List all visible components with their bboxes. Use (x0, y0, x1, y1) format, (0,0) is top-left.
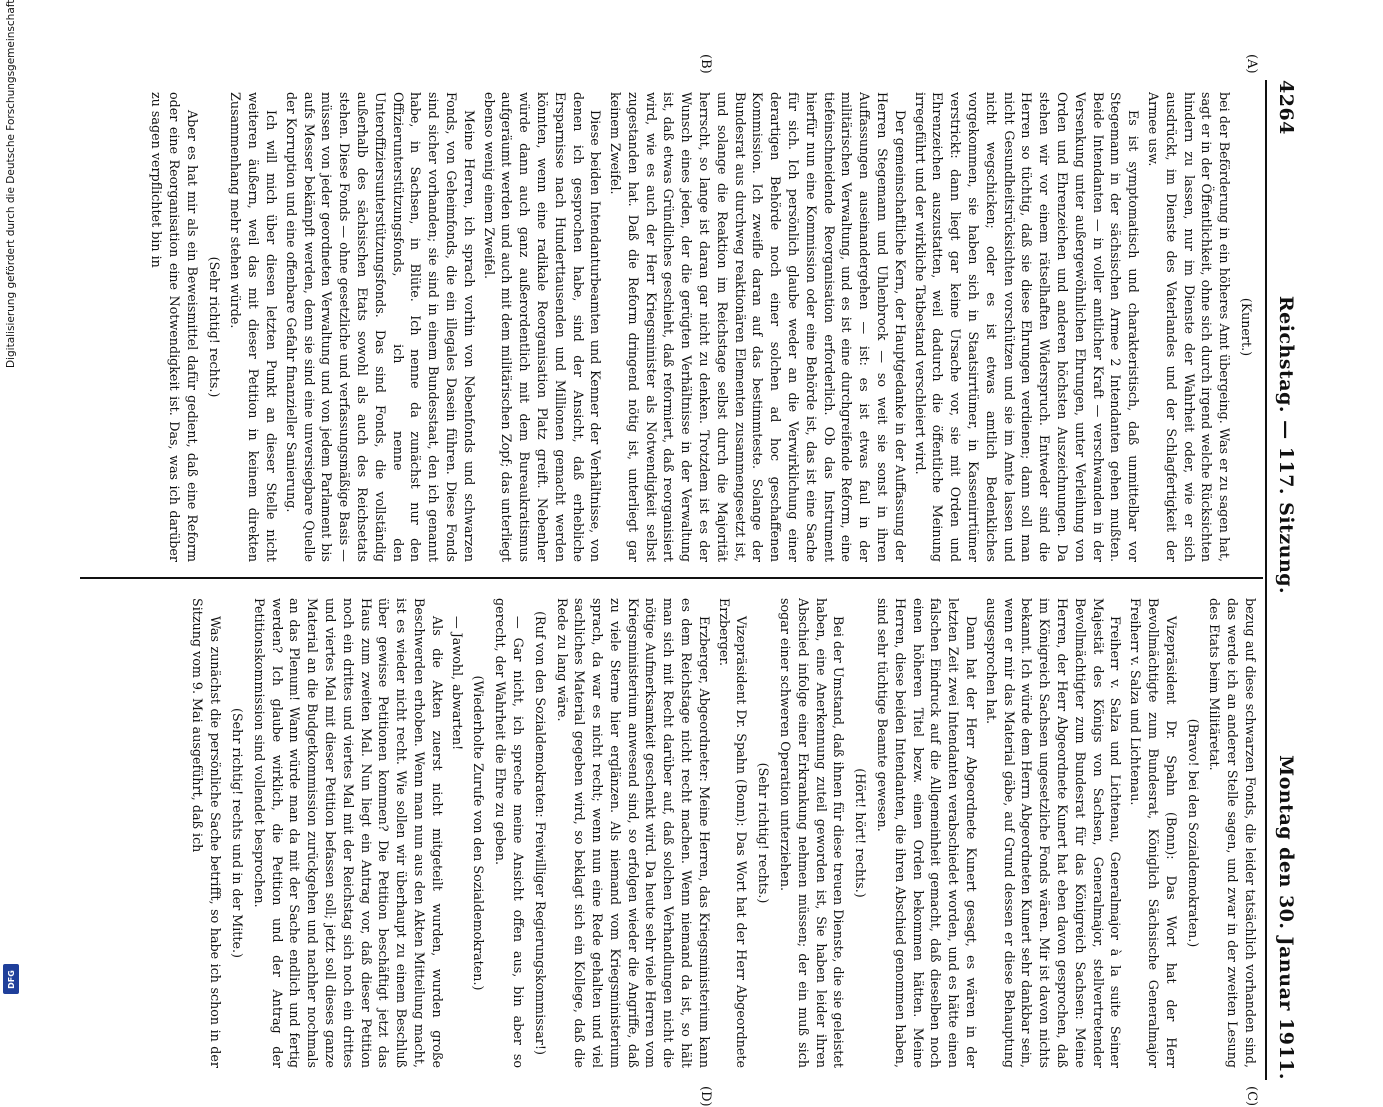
paragraph: Meine Herren, ich sprach vorhin von Nebenfonds und schwarzen Fonds, von Geheimfonds, die ein illegales Dasein führen. Diese Fonds sind sicher vorhanden; sie sind in einem Bundesstaat, den ich genannt habe, in Sachsen, in Blüte. Ich nenne da zunächst nur den Offizierunterstützungsfonds, ich nenne den Unteroffiziersunterstützungsfonds. Das sind Fonds, die vollständig außerhalb des sächsischen Etats sowohl als auch des Reichsetats stehen. Diese Fonds — ohne gesetzliche und verfassungsmäßige Basis — müssen von jeder geordneten Verwaltung und von jedem Parlament bis aufs Messer bekämpft werden, denn sie sind eine unversiegbare Quelle der Korruption und eine offenbare Gefahr finanzieller Sanierung. (283, 92, 477, 562)
paragraph: — Gar nicht, ich spreche meine Ansicht offen aus, bin aber so gerecht, der Wahrheit die Ehre zu geben. (493, 598, 526, 1068)
reaction-note: (Hört! hört! rechts.) (853, 768, 869, 898)
reaction-note: (Sehr richtig! rechts und in der Mitte.) (229, 708, 245, 958)
paragraph: Was zunächst die persönliche Sache betrifft, so habe ich schon in der Sitzung vom 9. Mai ausgeführt, daß ich (190, 598, 224, 1068)
scanned-page (60, 54, 1303, 1107)
speaker-paragraph: Vizepräsident Dr. Spahn (Bonn): Das Wort hat der Herr Bevollmächtigte zum Bundesrat, Königlich Sächsische Generalmajor Freiherr v. Salza und Lichtenau. (1128, 598, 1179, 1068)
session-date: Montag den 30. Januar 1911. (1275, 755, 1297, 1080)
header-rule (1265, 80, 1267, 1080)
paragraph: Ich will mich über diesen letzten Punkt an dieser Stelle nicht weiteren äußern, weil das mit dieser Petition in keinem direkten Zusammenhang mehr stehen würde. (228, 92, 279, 562)
paragraph: Bei der Umstand, daß ihnen für diese treuen Dienste, die sie geleistet haben, eine Anerkennung zuteil geworden ist, Sie haben leider ihren Abschied infolge einer Erkrankung nehmen müssen; der ein muß sich sogar einer schweren Operation unterziehen. (778, 598, 847, 1068)
reaction-note: (Wiederholte Zurufe von den Sozialdemokraten.) (471, 675, 487, 991)
reaction-note: (Ruf von den Sozialdemokraten: Freiwilliger Regierungskommissar!) (532, 611, 548, 1055)
paragraph: Es ist symptomatisch und charakteristisch, daß unmittelbar vor Stegemann in der sächsischen Armee 2 Intendanten gehen mußten. Beide Intendanten — in voller amtlicher Kraft — verschwanden in der Versenkung unter außergewöhnlichen Ehrungen, unter Verleihung von Orden und Ehrenzeichen und anderen höchsten Auszeichnungen. Da stehen wir vor einem rätselhaften Widerspruch. Entweder sind die Herren so tüchtig, daß sie diese Ehrungen verdienen; dann soll man nicht Gesundheitsrücksichten vorschützen und sie im Amte lassen und nicht wegschicken; oder es ist etwas amtlich Bedenkliches vorgekommen, sie haben sich in Staatsirrtümer, in Kassenirrtümer verstrickt: dann liegt gar keine Ursache vor, sie mit Orden und Ehrenzeichen auszustatten, weil dadurch die öffentliche Meinung irregeführt und der wirkliche Tatbestand verschleiert wird. (912, 92, 1142, 562)
column-divider (80, 577, 1263, 579)
margin-mark-d: (D) (698, 1086, 713, 1107)
speaker-paragraph: Vizepräsident Dr. Spahn (Bonn): Das Wort hat der Herr Abgeordnete Erzberger. (716, 598, 750, 1068)
paragraph: Der gemeinschaftliche Kern, der Hauptgedanke in der Auffassung der Herren Stegemann und Uhlenbrock — so weit sie sonst in ihren Auffassungen auseinandergehen — ist: es ist etwas faul in der militärischen Verwaltung, und es ist eine durchgreifende Reform, eine tiefeinschneidende Reorganisation erforderlich. Ob das Instrument hierfür nun eine Kommission oder eine Behörde ist, das ist eine Sache für sich. Ich persönlich glaube weder an die Verwirklichung einer derartigen Behörde noch einer solchen ad hoc geschaffenen Kommission. Ich zweifle daran auf das bestimmteste. Solange der Bundesrat aus durchweg reaktionären Elementen zusammengesetzt ist, und solange die Reaktion im Reichstage selbst durch die Majorität herrscht, so lange ist daran gar nicht zu denken. Trotzdem ist es der Wunsch eines jeden, der die gerügten Verhältnisse in der Verwaltung ist, daß etwas Gründliches geschieht, daß reformiert, daß reorganisiert wird, wie es auch der Herr Kriegsminister als Notwendigkeit selbst zugestanden hat. Daß die Reform dringend nötig ist, unterliegt gar keinem Zweifel. (608, 92, 908, 562)
speaker-paragraph: Freiherr v. Salza und Lichtenau, Generalmajor à la suite Seiner Majestät des Königs von Sachsen, Generalmajor, stellvertretender Bevollmächtigter zum Bundesrat für das Königreich Sachsen: Meine Herren, der Herr Abgeordnete Kunert hat eben davon gesprochen, daß im Königreich Sachsen ungesetzliche Fonds wären. Mir ist davon nichts bekannt. Ich würde dem Herrn Abgeordneten Kunert sehr dankbar sein, wenn er mir das Material gäbe, auf Grund dessen er diese Behauptung ausgesprochen hat. (983, 598, 1124, 1068)
paragraph: bezug auf diese schwarzen Fonds, die leider tatsächlich vorhanden sind, das werde ich an anderer Stelle sagen, und zwar in der zweiten Lesung des Etats beim Militäretat. (1207, 598, 1258, 1068)
dfg-logo-text: DFG (6, 969, 16, 989)
running-head (1269, 80, 1303, 1080)
paragraph: Dann hat der Herr Abgeordnete Kunert gesagt, es wären in der letzten Zeit zwei Intendanten verabschiedet worden, und es hätte einen falschen Eindruck auf die Allgemeinheit gemacht, daß dieselben noch einen höheren Titel bezw. einen Orden bekommen hätten. Meine Herren, diese beiden Intendanten, die ihren Abschied genommen haben, sind sehr tüchtige Beamte gewesen. (875, 598, 980, 1068)
funding-note-text: Digitalisierung gefördert durch die Deutsche Forschungsgemeinschaft (5, 0, 17, 369)
margin-mark-a: (A) (1244, 54, 1259, 74)
page-number: 4264 (1275, 80, 1297, 135)
speaker-tag: (Kunert.) (1239, 297, 1254, 357)
page-title: Reichstag. — 117. Sitzung. (1275, 295, 1297, 595)
reaction-note: (Bravo! bei den Sozialdemokraten.) (1185, 718, 1201, 948)
dfg-logo (3, 964, 19, 994)
paragraph: Aber es hat mir als ein Beweismittel dafür gedient, daß eine Reform oder eine Reorganisation eine Notwendigkeit ist. Das, was ich darüber zu sagen verpflichtet bin in (149, 92, 200, 562)
left-column (84, 92, 1259, 562)
reaction-note: (Sehr richtig! rechts.) (206, 256, 222, 398)
paragraph: — Jawohl, abwarten! (449, 616, 465, 751)
paragraph: Diese beiden Intendanturbeamten und Kenner der Verhältnisse, von denen ich gesprochen habe, sind der Ansicht, daß erhebliche Ersparnisse nach Hunderttausenden und Millionen gemacht werden könnten, wenn eine radikale Reorganisation Platz greift. Nebenher würde dann auch ganz außerordentlich mit dem Bureaukratismus aufgeräumt werden und auch mit dem militärischen Zopf; das unterliegt ebenso wenig einem Zweifel. (481, 92, 604, 562)
margin-mark-b: (B) (698, 54, 713, 74)
paragraph: Als die Akten zuerst nicht mitgeteilt wurden, wurden große Beschwerden erhoben. Wenn man nun aus den Akten Mitteilung macht, ist es wieder nicht recht. Wie sollen wir überhaupt zu einem Beschluß über gewisse Petitionen kommen? Die Petition beschäftigt jetzt das Haus zum zweiten Mal. Nun liegt ein Antrag vor, daß dieser Petition noch ein drittes und viertes Mal mit der Reichstag sich noch ein drittes und viertes Mal mit dieser Petition befassen soll; jetzt soll dieses ganze Material an die Budgetkommission zurückgehen und nachher nochmals an das Plenum! Wann würde man da mit der Sache endlich und fertig werden? Ich glaube wirklich, die Petition und der Antrag der Petitionskommission sind vollendet besprochen. (251, 598, 445, 1068)
right-column (84, 598, 1259, 1068)
reaction-note: (Sehr richtig! rechts.) (756, 762, 772, 904)
margin-mark-c: (C) (1244, 1086, 1259, 1107)
funding-note (2, 0, 20, 1000)
speaker-paragraph: Erzberger, Abgeordneter: Meine Herren, das Kriegsministerium kann es dem Reichstage nicht recht machen. Wenn niemand da ist, so hält man sich mit Recht darüber auf, daß solchen Verhandlungen nicht die nötige Aufmerksamkeit geschenkt wird. Da heute sehr viele Herren vom Kriegsministerium anwesend sind, so erfolgen wieder die Angriffe, daß zu viele Sterne hier erglänzen. Als niemand vom Kriegsministerium sprach, da war es nicht recht; wenn nun eine Rede gehalten und viel sachliches Material gegeben wird, so beklagt sich ein Kollege, daß die Rede zu lang wäre. (554, 598, 712, 1068)
paragraph: bei der Beförderung in ein höheres Amt übergeing. Was er zu sagen hat, sagt er in der Öffentlichkeit, ohne sich durch irgend welche Rücksichten hindern zu lassen, nur im Dienste der Wahrheit oder, wie er sich ausdrückt, im Dienste des Vaterlandes und der Schlagfertigkeit der Armee usw. (1146, 92, 1233, 562)
